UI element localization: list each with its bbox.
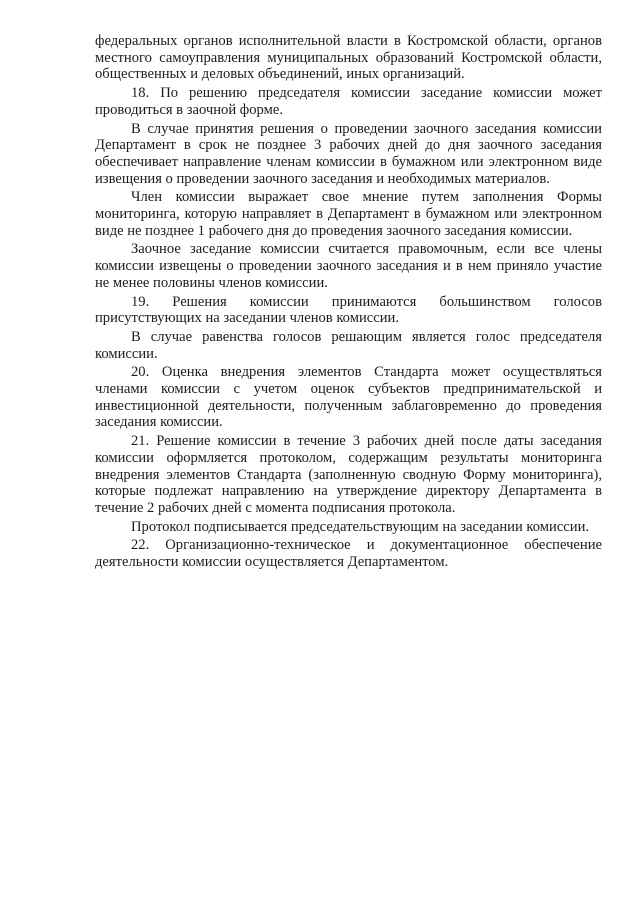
paragraph-item-18: 18. По решению председателя комиссии заседание комиссии может проводиться в заочной форме.: [95, 85, 602, 118]
paragraph-item-21: 21. Решение комиссии в течение 3 рабочих дней после даты заседания комиссии оформляется протоколом, содержащим результаты мониторинга внедрения элементов Стандарта (заполненную сводную Форму мониторинга), которые подлежат направлению на утверждение директору Департамента в течение 2 рабочих дней с момента подписания протокола.: [95, 433, 602, 516]
paragraph-quorum: Заочное заседание комиссии считается правомочным, если все члены комиссии извещены о проведении заочного заседания и в нем приняло участие не менее половины членов комиссии.: [95, 241, 602, 291]
document-body: [95, 33, 602, 571]
paragraph-absentee-decision: В случае принятия решения о проведении заочного заседания комиссии Департамент в срок не позднее 3 рабочих дней до дня заочного заседания обеспечивает направление членам комиссии в бумажном или электронном виде извещения о проведении заочного заседания и необходимых материалов.: [95, 120, 602, 187]
paragraph-item-22: 22. Организационно-техническое и документационное обеспечение деятельности комиссии осуществляется Департаментом.: [95, 537, 602, 571]
paragraph-organizations: федеральных органов исполнительной власти в Костромской области, органов местного самоуправления муниципальных образований Костромской области, общественных и деловых объединений, иных организаций.: [95, 33, 602, 83]
paragraph-item-19: 19. Решения комиссии принимаются большинством голосов присутствующих на заседании членов комиссии.: [95, 293, 602, 327]
paragraph-tie-vote: В случае равенства голосов решающим является голос председателя комиссии.: [95, 328, 602, 362]
paragraph-member-opinion: Член комиссии выражает свое мнение путем заполнения Формы мониторинга, которую направляет в Департамент в бумажном или электронном виде не позднее 1 рабочего дня до проведения заочного заседания комиссии.: [95, 189, 602, 239]
paragraph-protocol-signing: Протокол подписывается председательствующим на заседании комиссии.: [131, 518, 590, 535]
paragraph-item-20: 20. Оценка внедрения элементов Стандарта может осуществляться членами комиссии с учетом оценок субъектов предпринимательской и инвестиционной деятельности, полученным заблаговременно до проведения заседания комиссии.: [95, 364, 602, 431]
